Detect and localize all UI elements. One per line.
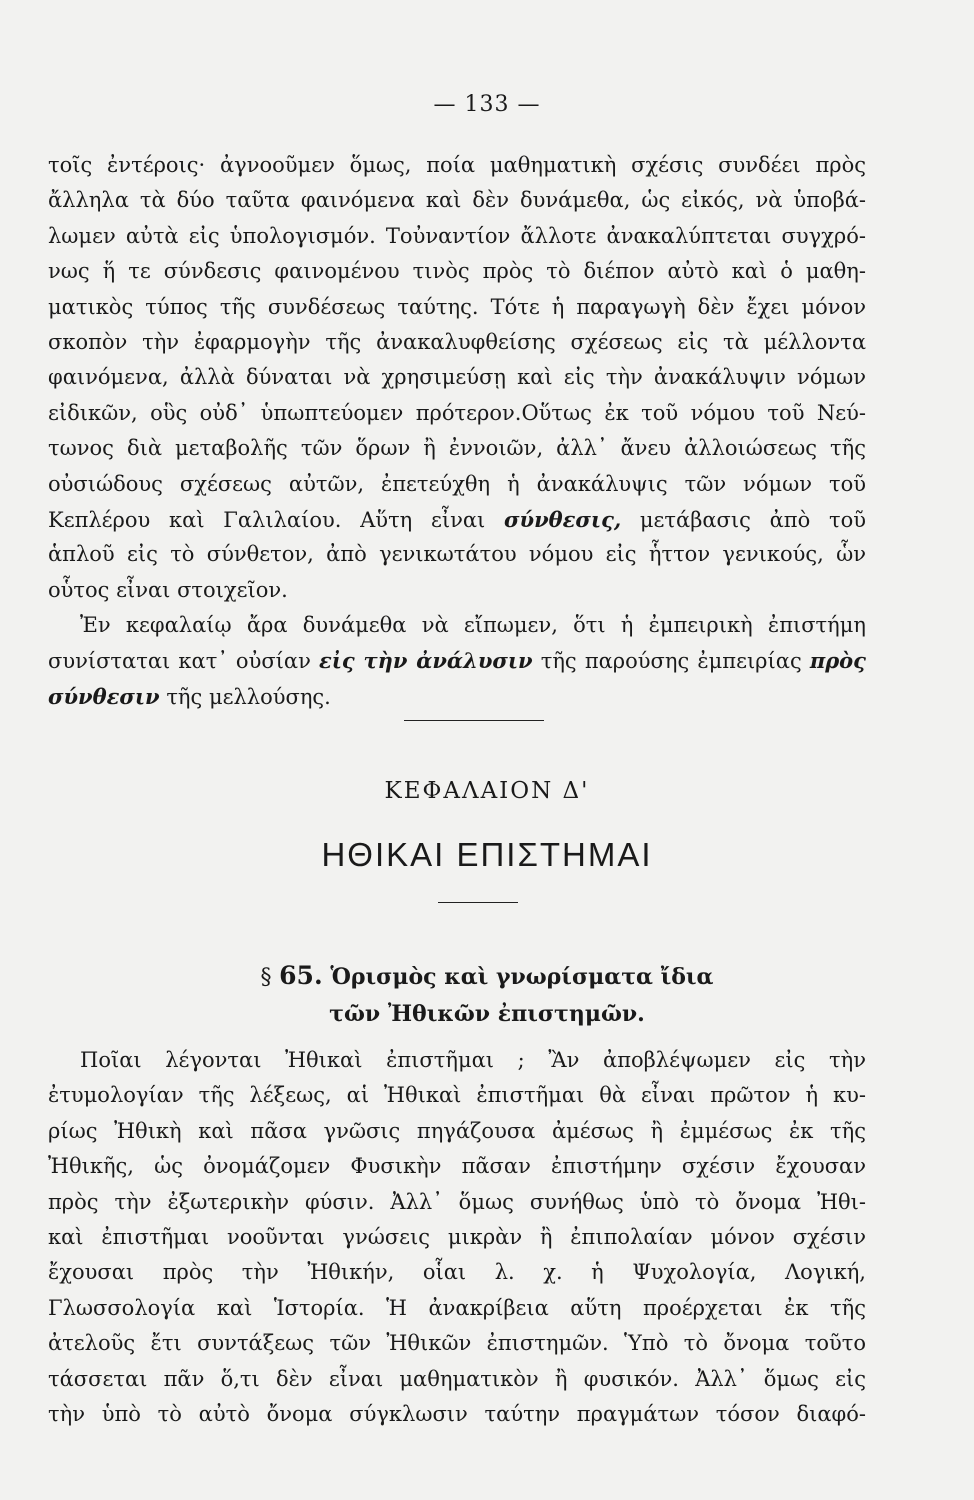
- emphasis-pros: πρὸς: [809, 648, 866, 674]
- text-line: τὴν ὑπὸ τὸ αὐτὸ ὄνομα σύγκλωσιν ταύτην πραγμάτων τόσον διαφό-: [48, 1401, 866, 1426]
- section-heading: [0, 958, 974, 1032]
- text-line: τάσσεται πᾶν ὅ,τι δὲν εἶναι μαθηματικὸν ἢ φυσικόν. Ἀλλ᾽ ὅμως εἰς: [48, 1366, 866, 1391]
- chapter-title: ΗΘΙΚΑΙ ΕΠΙΣΤΗΜΑΙ: [321, 836, 653, 873]
- text-segment: τῆς μελλούσης.: [166, 684, 331, 709]
- text-segment: τῆς παρούσης ἐμπειρίας: [540, 649, 802, 674]
- text-line: οὐσιώδους σχέσεως αὐτῶν, ἐπετεύχθη ἡ ἀνακάλυψις τῶν νόμων τοῦ: [48, 471, 866, 496]
- text-line-with-emphasis: [48, 643, 866, 678]
- text-line: ἔχουσαι πρὸς τὴν Ἠθικήν, οἷαι λ. χ. ἡ Ψυχολογία, Λογική,: [48, 1260, 866, 1285]
- divider-bottom: [438, 902, 518, 903]
- text-line: καὶ ἐπιστῆμαι νοοῦνται γνώσεις μικρὰν ἢ ἐπιπολαίαν μόνον σχέσιν: [48, 1224, 866, 1249]
- divider-top: [404, 720, 544, 721]
- text-line: νως ἥ τε σύνδεσις φαινομένου τινὸς πρὸς τὸ διέπον αὐτὸ καὶ ὁ μαθη-: [48, 259, 866, 284]
- text-line: φαινόμενα, ἀλλὰ δύναται νὰ χρησιμεύσῃ καὶ εἰς τὴν ἀνακάλυψιν νόμων: [48, 365, 866, 390]
- page-number: — 133 —: [433, 92, 541, 117]
- text-segment: μετάβασις ἀπὸ τοῦ: [639, 507, 866, 532]
- text-line-with-emphasis: [48, 679, 866, 714]
- text-line: τωνος διὰ μεταβολῆς τῶν ὅρων ἢ ἐννοιῶν, ἀλλ᾽ ἄνευ ἀλλοιώσεως τῆς: [48, 436, 866, 461]
- text-line: εἰδικῶν, οὓς οὐδ᾽ ὑπωπτεύομεν πρότερον.Οὕτως ἐκ τοῦ νόμου τοῦ Νεύ-: [48, 400, 866, 425]
- text-line: ἄλληλα τὰ δύο ταῦτα φαινόμενα καὶ δὲν δυνάμεθα, ὡς εἰκός, νὰ ὑποβά-: [48, 188, 866, 213]
- emphasis-synthesin: σύνθεσιν: [48, 683, 160, 709]
- text-line: οὗτος εἶναι στοιχεῖον.: [48, 577, 288, 602]
- section-heading-line-1: [0, 958, 974, 996]
- text-line: Ἐν κεφαλαίῳ ἄρα δυνάμεθα νὰ εἴπωμεν, ὅτι ἡ ἐμπειρικὴ ἐπιστήμη: [80, 613, 866, 638]
- paragraph-ethical-sciences: [48, 1043, 866, 1432]
- text-line: ἀτελοῦς ἔτι συντάξεως τῶν Ἠθικῶν ἐπιστημῶν. Ὑπὸ τὸ ὄνομα τοῦτο: [48, 1331, 866, 1356]
- section-number: 65.: [279, 961, 323, 990]
- text-segment: συνίσταται κατ᾽ οὐσίαν: [48, 649, 311, 674]
- text-segment: Κεπλέρου καὶ Γαλιλαίου. Αὕτη εἶναι: [48, 507, 486, 532]
- text-line: Ἠθικῆς, ὡς ὀνομάζομεν Φυσικὴν πᾶσαν ἐπιστήμην σχέσιν ἔχουσαν: [48, 1154, 866, 1179]
- text-line: σκοπὸν τὴν ἐφαρμογὴν τῆς ἀνακαλυφθείσης σχέσεως εἰς τὰ μέλλοντα: [48, 329, 866, 354]
- text-line: λωμεν αὐτὰ εἰς ὑπολογισμόν. Τοὐναντίον ἄλλοτε ἀνακαλύπτεται συγχρό-: [48, 223, 866, 248]
- section-title-1: Ὁρισμὸς καὶ γνωρίσματα ἴδια: [330, 964, 714, 990]
- section-title-2: τῶν Ἠθικῶν ἐπιστημῶν.: [329, 1001, 645, 1027]
- text-line: ἐτυμολογίαν τῆς λέξεως, αἱ Ἠθικαὶ ἐπιστῆμαι θὰ εἶναι πρῶτον ἡ κυ-: [48, 1083, 866, 1108]
- emphasis-analysis: εἰς τὴν ἀνάλυσιν: [319, 648, 533, 674]
- text-line: πρὸς τὴν ἐξωτερικὴν φύσιν. Ἀλλ᾽ ὅμως συνήθως ὑπὸ τὸ ὄνομα Ἠθι-: [48, 1189, 866, 1214]
- text-line-with-emphasis: [48, 502, 866, 537]
- chapter-label: ΚΕΦΑΛΑΙΟΝ Δ': [384, 778, 590, 804]
- text-line: Ποῖαι λέγονται Ἠθικαὶ ἐπιστῆμαι ; Ἂν ἀποβλέψωμεν εἰς τὴν: [80, 1048, 866, 1072]
- text-line: ρίως Ἠθικὴ καὶ πᾶσα γνῶσις πηγάζουσα ἀμέσως ἢ ἐμμέσως ἐκ τῆς: [48, 1118, 866, 1143]
- paragraph-empirical-science: [48, 148, 866, 714]
- section-symbol: §: [260, 965, 272, 990]
- text-line: ἁπλοῦ εἰς τὸ σύνθετον, ἀπὸ γενικωτάτου νόμου εἰς ἧττον γενικούς, ὧν: [48, 542, 866, 567]
- text-line: τοῖς ἐντέροις· ἀγνοοῦμεν ὅμως, ποία μαθηματικὴ σχέσις συνδέει πρὸς: [48, 153, 866, 177]
- emphasis-synthesis: σύνθεσις,: [504, 506, 622, 532]
- text-line: Γλωσσολογία καὶ Ἱστορία. Ἡ ἀνακρίβεια αὕτη προέρχεται ἐκ τῆς: [48, 1295, 866, 1320]
- text-line: ματικὸς τύπος τῆς συνδέσεως ταύτης. Τότε ἡ παραγωγὴ δὲν ἔχει μόνον: [48, 294, 866, 319]
